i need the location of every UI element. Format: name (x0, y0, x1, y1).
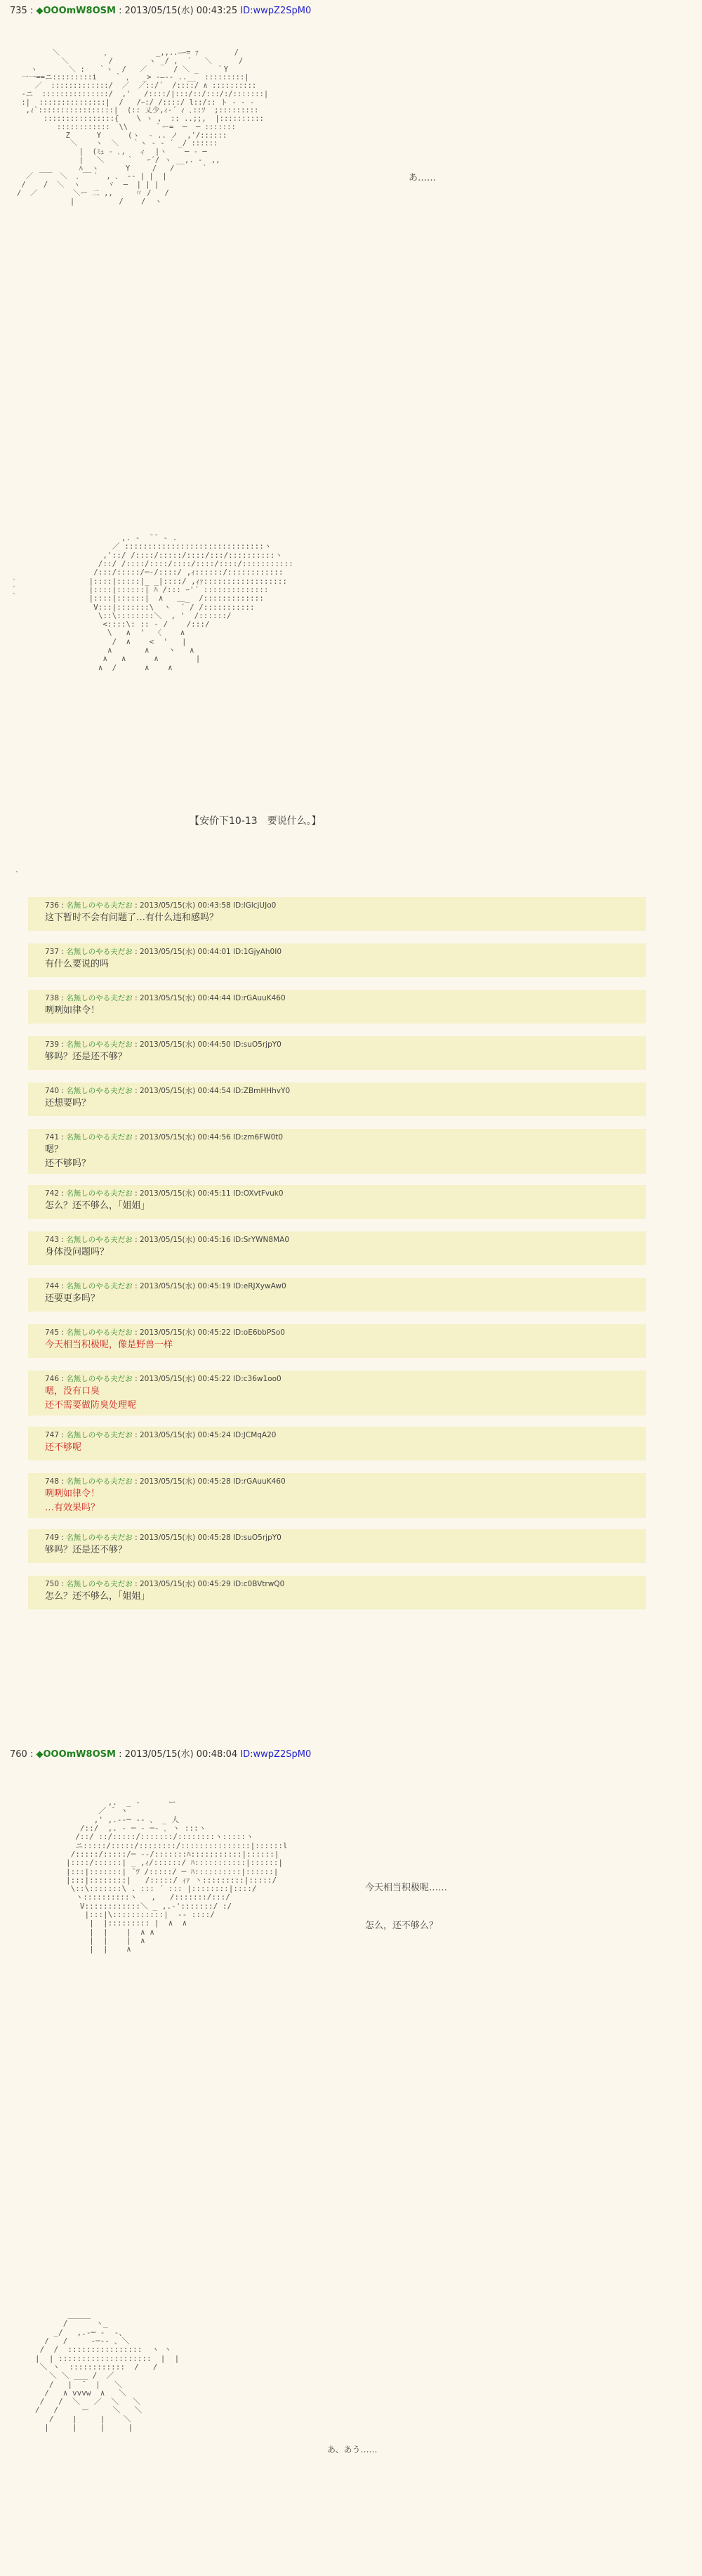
reply-date: 2013/05/15(水) 00:45:28 (139, 1477, 231, 1486)
poster-id[interactable]: ID:wwpZ2SpM0 (240, 1749, 312, 1760)
reply-date: 2013/05/15(水) 00:45:22 (139, 1375, 231, 1383)
reply-post (28, 897, 646, 931)
reply-body (45, 1385, 136, 1413)
reply-id[interactable]: ID:OXvtFvuk0 (233, 1189, 284, 1198)
reply-id[interactable]: ID:rGAuuK460 (233, 1477, 286, 1486)
reply-header: 747 : 名無しのやる夫だお : 2013/05/15(水) 00:45:24 ID:JCMqA20 (45, 1431, 277, 1439)
reply-number: 750 (45, 1580, 60, 1588)
reply-body (45, 1050, 127, 1064)
reply-post (28, 1324, 646, 1358)
reply-line: 嗯？ (45, 1144, 64, 1155)
reply-body (45, 1199, 150, 1213)
reply-name[interactable]: 名無しのやる夫だお (66, 1477, 133, 1486)
speech-text-line-2: 怎么，还不够么？ (365, 1921, 439, 1931)
reply-header: 748 : 名無しのやる夫だお : 2013/05/15(水) 00:45:28 ID:rGAuuK460 (45, 1477, 286, 1486)
reply-line: 够吗？还是还不够？ (45, 1545, 128, 1555)
reply-post (28, 1427, 646, 1460)
reply-name[interactable]: 名無しのやる夫だお (66, 1328, 133, 1337)
reply-post (28, 1576, 646, 1609)
reply-header: 749 : 名無しのやる夫だお : 2013/05/15(水) 00:45:28 ID:suO5rjpY0 (45, 1534, 282, 1542)
ascii-art-character-2: ,. ‐ ̄ ̄ ‐ . ／ ::::::::::::::::::::::::::::::ヽ ,'::/ /::::/:::::/::::/:::/::::::::::ヽ /::/ /::::/::::/::::/::::/::::/::::::::::: /:::/:::::/─‐/::::/ ,ｨ::::::/:::::::::::: |::::|:::::|_ _|::::/ ,ｨｧ:::::::::::::::::: |::::|::::::| ﾊ /::: ｰ'´ :::::::::::::: |::::|::::::| ∧ ＿_ /::::::::::::: V:::|:::::::\ ヽ ´ / /::::::::::: \::\::::::::＼ , ' /::::::/ <::::\: :: - / /:::/ \ ∧ ' 〈 ∧ / ∧ < ' | ∧ ∧ ヽ ∧ ∧ ∧ ∧ | ∧ / ∧ ∧ (88, 533, 293, 672)
reply-header: 750 : 名無しのやる夫だお : 2013/05/15(水) 00:45:29 ID:c0BVtrwQ0 (45, 1580, 285, 1588)
reply-header: 741 : 名無しのやる夫だお : 2013/05/15(水) 00:44:56 ID:zm6FW0t0 (45, 1133, 284, 1142)
reply-id[interactable]: ID:suO5rjpY0 (233, 1040, 282, 1049)
speech-text-bottom: あ、あう…… (327, 2445, 378, 2454)
reply-number: 747 (45, 1431, 60, 1439)
reply-body (45, 1338, 173, 1352)
poster-id[interactable]: ID:wwpZ2SpM0 (240, 6, 312, 16)
ascii-art-character-1: ＼ ， _,,..―ｰ= ｧ / ＼ / ヽ _/ , ´ ＼ / ヽ ＼ : ｀ヽ / ／ / ＼ _ ｀Y 一一==ニ:::::::::i ｀ ， _> ‐―‐‐ ..__ :::::::::| ／ :::::::::::::/ ／ ／::/´ /::::/ ∧ :::::::::: -ニ :::::::::::::::/ ,' /::::/|:::/::/:::/:/:::::::| :| :::::::::::::::| / /ｰ:/ /::::/ l::/:: ト - - - ,ｨ`:::::::::::::::::| (:: 乂少,ｨ‐´ ｨ ､::ｿ ;::::::::: ::::::::::::::::{ \ ヽ , :: ..;;, |:::::::::: :::::::::::: \\ ｀ー= ─ ─ ::::::: Z Y (ヽ ‐ .. ノ ,'/:::::: ＼ ヽ ＼ ｀ヽ ‐ - ´ _/ :::::: | (ﾐｪ ‐ ､, ィ |ヽ ─ ‐ ─ | ＼ ｀ ｰ´/ ヽ __,. ‐ ,, ___ ﾊ__ヽ Y / / ｀ ／ ＼ ､ ´ , 、 -‐ | | | / / ＼ ヽ ヾ ─ | | | / ／ ＼ー 二 ,, 〃 / / | / / ヽ (17, 48, 269, 206)
reply-header: 736 : 名無しのやる夫だお : 2013/05/15(水) 00:43:58 ID:lGlcjUJo0 (45, 901, 277, 910)
reply-id[interactable]: ID:c0BVtrwQ0 (233, 1580, 285, 1588)
reply-id[interactable]: ID:JCMqA20 (233, 1431, 277, 1439)
reply-line: 有什么要说的吗 (45, 959, 110, 969)
reply-date: 2013/05/15(水) 00:44:56 (139, 1133, 231, 1142)
reply-post (28, 1185, 646, 1219)
reply-body (45, 1543, 127, 1557)
reply-header: 739 : 名無しのやる夫だお : 2013/05/15(水) 00:44:50 ID:suO5rjpY0 (45, 1040, 282, 1049)
reply-header: 740 : 名無しのやる夫だお : 2013/05/15(水) 00:44:54 ID:ZBmHHhvY0 (45, 1087, 291, 1095)
reply-date: 2013/05/15(水) 00:44:54 (139, 1087, 231, 1095)
reply-date: 2013/05/15(水) 00:45:16 (139, 1236, 231, 1244)
post-header: 735 : ◆OOOmW8OSM : 2013/05/15(水) 00:43:25 ID:wwpZ2SpM0 (10, 6, 312, 16)
poster-name[interactable]: ◆OOOmW8OSM (36, 1749, 116, 1760)
reply-body (45, 1143, 91, 1171)
reply-line: 还不需要做防臭处理呢 (45, 1400, 137, 1411)
reply-number: 738 (45, 994, 60, 1002)
reply-name[interactable]: 名無しのやる夫だお (66, 1189, 133, 1198)
reply-post (28, 1278, 646, 1312)
reply-date: 2013/05/15(水) 00:43:58 (139, 901, 231, 910)
reply-id[interactable]: ID:eRJXywAw0 (233, 1282, 286, 1290)
reply-line: 怎么？还不够么，「姐姐」 (45, 1201, 150, 1211)
reply-body (45, 1097, 91, 1111)
reply-body (45, 1441, 81, 1455)
reply-post (28, 943, 646, 977)
reply-header: 746 : 名無しのやる夫だお : 2013/05/15(水) 00:45:22 ID:c36w1oo0 (45, 1375, 282, 1383)
reply-header: 742 : 名無しのやる夫だお : 2013/05/15(水) 00:45:11 ID:OXvtFvuk0 (45, 1189, 284, 1198)
reply-line: 咧咧如律令！ (45, 1005, 100, 1016)
post-number: 735 (10, 6, 27, 16)
reply-body (45, 1590, 150, 1604)
reply-line: 嗯，没有口臭 (45, 1386, 100, 1397)
reply-number: 739 (45, 1040, 60, 1049)
reply-line: 咧咧如律令！ (45, 1489, 100, 1499)
reply-number: 749 (45, 1534, 60, 1542)
reply-post (28, 1036, 646, 1070)
reply-name[interactable]: 名無しのやる夫だお (66, 1236, 133, 1244)
reply-line: 还不够呢 (45, 1442, 82, 1453)
reply-number: 737 (45, 948, 60, 956)
reply-number: 746 (45, 1375, 60, 1383)
reply-id[interactable]: ID:rGAuuK460 (233, 994, 286, 1002)
anchor-caption: 【安价下10-13 要说什么。】 (190, 816, 322, 827)
reply-name[interactable]: 名無しのやる夫だお (66, 1431, 133, 1439)
reply-header: 743 : 名無しのやる夫だお : 2013/05/15(水) 00:45:16 ID:SrYWN8MA0 (45, 1236, 290, 1244)
speech-text-line-1: 今天相当积极呢…… (365, 1883, 448, 1893)
reply-date: 2013/05/15(水) 00:45:19 (139, 1282, 231, 1290)
reply-id[interactable]: ID:suO5rjpY0 (233, 1534, 282, 1542)
reply-name[interactable]: 名無しのやる夫だお (66, 1375, 133, 1383)
reply-number: 736 (45, 901, 60, 910)
reply-number: 748 (45, 1477, 60, 1486)
reply-header: 738 : 名無しのやる夫だお : 2013/05/15(水) 00:44:44 ID:rGAuuK460 (45, 994, 286, 1002)
post-header-2: 760 : ◆OOOmW8OSM : 2013/05/15(水) 00:48:04 ID:wwpZ2SpM0 (10, 1749, 312, 1760)
reply-line: 怎么？还不够么，「姐姐」 (45, 1591, 150, 1602)
poster-name[interactable]: ◆OOOmW8OSM (36, 6, 116, 16)
reply-post (28, 1083, 646, 1116)
reply-id[interactable]: ID:zm6FW0t0 (233, 1133, 284, 1142)
speech-text: あ…… (409, 173, 437, 183)
reply-date: 2013/05/15(水) 00:44:50 (139, 1040, 231, 1049)
reply-body (45, 911, 218, 925)
reply-post (28, 1129, 646, 1174)
reply-date: 2013/05/15(水) 00:45:11 (139, 1189, 231, 1198)
reply-number: 742 (45, 1189, 60, 1198)
reply-line: 还要更多吗？ (45, 1293, 100, 1304)
reply-line: 还不够吗？ (45, 1158, 91, 1169)
reply-name[interactable]: 名無しのやる夫だお (66, 1087, 133, 1095)
reply-header: 745 : 名無しのやる夫だお : 2013/05/15(水) 00:45:22 ID:oE6bbPSo0 (45, 1328, 285, 1337)
reply-body (45, 1004, 100, 1018)
reply-id[interactable]: ID:lGlcjUJo0 (233, 901, 277, 910)
reply-name[interactable]: 名無しのやる夫だお (66, 1040, 133, 1049)
post-number: 760 (10, 1749, 27, 1760)
post-date: 2013/05/15(水) 00:48:04 (124, 1749, 238, 1760)
reply-date: 2013/05/15(水) 00:45:28 (139, 1534, 231, 1542)
reply-id[interactable]: ID:1GjyAh0I0 (233, 948, 282, 956)
reply-post (28, 1231, 646, 1265)
reply-id[interactable]: ID:SrYWN8MA0 (233, 1236, 290, 1244)
reply-name[interactable]: 名無しのやる夫だお (66, 1580, 133, 1588)
reply-post (28, 1473, 646, 1518)
reply-line: 还想要吗？ (45, 1098, 91, 1109)
reply-body (45, 1292, 100, 1306)
reply-body (45, 1245, 109, 1260)
reply-line: 这下暂时不会有问题了…有什么违和感吗？ (45, 913, 219, 923)
reply-post (28, 990, 646, 1024)
reply-line: …有效果吗？ (45, 1503, 100, 1513)
reply-name[interactable]: 名無しのやる夫だお (66, 901, 133, 910)
reply-number: 745 (45, 1328, 60, 1337)
post-date: 2013/05/15(水) 00:43:25 (124, 6, 238, 16)
ascii-art-character-3: ,. _ ‐ ー ／ ̄ ヽ ,' ,.-‐─ ‐- 、 _ 人 /::/ ,. - ─ ‐ ─- ､ ヽ :::ヽ /::/ ::/:::::/:::::::/::::::::ヽ:::::ヽ ニ:::::/:::::/::::::::/:::::::::::::::|::::::l /:::::/:::::/─ ‐‐/:::::::ﾊ:::::::::::|::::::| |::::/::::::| _ ,ｨ/::::::/ ﾊ:::::::::::|::::::| |:::|:::::::| ´ﾂ /:::::/ ─ ﾊ::::::::::|::::::| |:::|::::::::| /:::::/ ｨｧ ヽ:::::::::|:::::/ \::\:::::::\ . ::: ´ ::: |::::::::|::::/ ヽ::::::::::ヽ , /:::::::/:::/ V::::::::::::＼ _ ,.-':::::::/ :/ |:::|\:::::::::::| -‐ ::::/ | |::::::::: | ∧ ∧ | | | ∧ ∧ | | | ∧ | | ∧ (66, 1798, 288, 1954)
reply-id[interactable]: ID:ZBmHHhvY0 (233, 1087, 291, 1095)
reply-date: 2013/05/15(水) 00:44:01 (139, 948, 231, 956)
reply-name[interactable]: 名無しのやる夫だお (66, 1133, 133, 1142)
reply-date: 2013/05/15(水) 00:45:22 (139, 1328, 231, 1337)
reply-id[interactable]: ID:c36w1oo0 (233, 1375, 282, 1383)
reply-post (28, 1529, 646, 1563)
reply-date: 2013/05/15(水) 00:44:44 (139, 994, 231, 1002)
reply-name[interactable]: 名無しのやる夫だお (66, 1282, 133, 1290)
ascii-art-character-4: ＿＿＿ / ヽ_ _/ ,.-─ ‐ -、 / / ‐─‐- 、＼ / / :::::::::::::::: ヽ ヽ | | :::::::::::::::::::: | | ＼ ヽ :::::::::::: / / ＼ ＼ ___ / ／ / | ¨ | ＼ / ∧ vvvw ∧ ＼ / / ＼ ／ ＼ ＼ / / ー ＼ ＼ / | | ＼ | | | | (35, 2310, 180, 2433)
reply-date: 2013/05/15(水) 00:45:29 (139, 1580, 231, 1588)
reply-id[interactable]: ID:oE6bbPSo0 (233, 1328, 285, 1337)
reply-body (45, 957, 109, 972)
reply-body (45, 1487, 100, 1515)
reply-name[interactable]: 名無しのやる夫だお (66, 1534, 133, 1542)
reply-number: 744 (45, 1282, 60, 1290)
reply-line: 身体没问题吗？ (45, 1247, 110, 1257)
reply-post (28, 1371, 646, 1416)
reply-number: 743 (45, 1236, 60, 1244)
reply-header: 744 : 名無しのやる夫だお : 2013/05/15(水) 00:45:19 ID:eRJXywAw0 (45, 1282, 286, 1290)
reply-number: 741 (45, 1133, 60, 1142)
dot-marks: · · · (13, 575, 15, 599)
reply-number: 740 (45, 1087, 60, 1095)
reply-header: 737 : 名無しのやる夫だお : 2013/05/15(水) 00:44:01 ID:1GjyAh0I0 (45, 948, 282, 956)
reply-date: 2013/05/15(水) 00:45:24 (139, 1431, 231, 1439)
dot-mark: · (15, 867, 18, 877)
reply-name[interactable]: 名無しのやる夫だお (66, 948, 133, 956)
reply-line: 今天相当积极呢，像是野兽一样 (45, 1340, 173, 1350)
reply-name[interactable]: 名無しのやる夫だお (66, 994, 133, 1002)
reply-line: 够吗？还是还不够？ (45, 1052, 128, 1062)
